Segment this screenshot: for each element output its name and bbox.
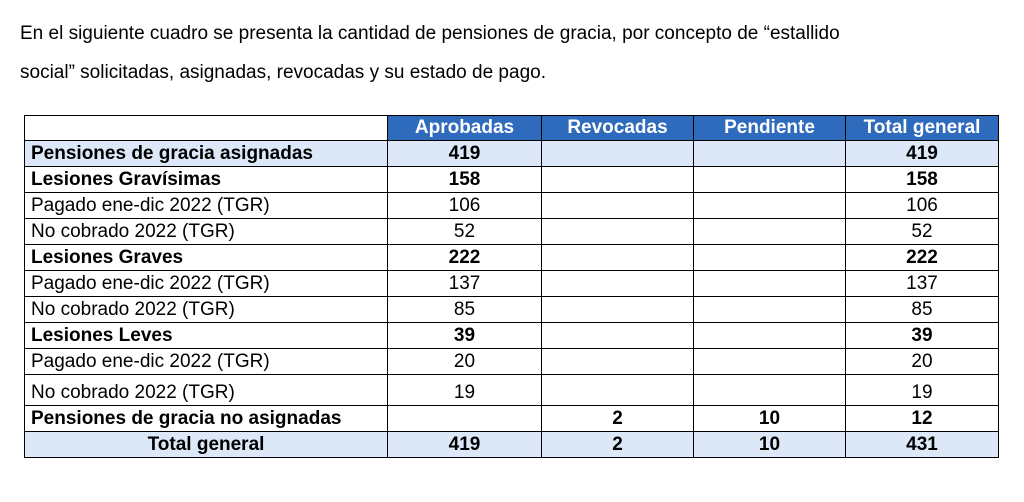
cell-revocadas: [542, 297, 694, 323]
row-label: Pagado ene-dic 2022 (TGR): [25, 193, 388, 219]
cell-aprobadas: 419: [388, 432, 542, 458]
cell-aprobadas: 158: [388, 167, 542, 193]
row-label: No cobrado 2022 (TGR): [25, 297, 388, 323]
row-label: No cobrado 2022 (TGR): [25, 375, 388, 406]
header-revocadas: Revocadas: [542, 116, 694, 141]
cell-aprobadas: 52: [388, 219, 542, 245]
cell-total: 19: [846, 375, 999, 406]
cell-total: 12: [846, 406, 999, 432]
table-row: [25, 323, 999, 349]
cell-revocadas: [542, 193, 694, 219]
cell-pendiente: [694, 323, 846, 349]
header-aprobadas: Aprobadas: [388, 116, 542, 141]
cell-revocadas: [542, 167, 694, 193]
cell-revocadas: [542, 375, 694, 406]
intro-line-2: social” solicitadas, asignadas, revocadas y su estado de pago.: [20, 62, 546, 83]
table-row: [25, 375, 999, 406]
cell-pendiente: [694, 167, 846, 193]
cell-pendiente: [694, 219, 846, 245]
cell-total: 52: [846, 219, 999, 245]
cell-aprobadas: 39: [388, 323, 542, 349]
cell-aprobadas: 20: [388, 349, 542, 375]
row-label: No cobrado 2022 (TGR): [25, 219, 388, 245]
cell-aprobadas: 106: [388, 193, 542, 219]
pensions-table: [24, 115, 999, 458]
table-row: [25, 141, 999, 167]
table-row: [25, 297, 999, 323]
cell-aprobadas: 19: [388, 375, 542, 406]
row-label: Pensiones de gracia no asignadas: [25, 406, 388, 432]
table-row: [25, 245, 999, 271]
cell-pendiente: 10: [694, 406, 846, 432]
table-row: [25, 193, 999, 219]
cell-aprobadas: 85: [388, 297, 542, 323]
cell-pendiente: [694, 141, 846, 167]
table-row: [25, 349, 999, 375]
cell-pendiente: [694, 375, 846, 406]
cell-pendiente: [694, 271, 846, 297]
cell-total: 158: [846, 167, 999, 193]
cell-pendiente: 10: [694, 432, 846, 458]
table-row: [25, 167, 999, 193]
header-corner: [25, 116, 388, 141]
row-label: Pensiones de gracia asignadas: [25, 141, 388, 167]
row-label: Total general: [25, 432, 388, 458]
cell-revocadas: [542, 349, 694, 375]
row-label: Pagado ene-dic 2022 (TGR): [25, 349, 388, 375]
cell-total: 39: [846, 323, 999, 349]
cell-total: 137: [846, 271, 999, 297]
cell-revocadas: [542, 141, 694, 167]
cell-total: 419: [846, 141, 999, 167]
row-label: Lesiones Gravísimas: [25, 167, 388, 193]
cell-revocadas: [542, 219, 694, 245]
cell-pendiente: [694, 245, 846, 271]
cell-aprobadas: 222: [388, 245, 542, 271]
cell-revocadas: [542, 245, 694, 271]
header-total-general: Total general: [846, 116, 999, 141]
table-row: [25, 219, 999, 245]
cell-revocadas: 2: [542, 432, 694, 458]
cell-total: 431: [846, 432, 999, 458]
table-row: [25, 406, 999, 432]
cell-pendiente: [694, 193, 846, 219]
cell-total: 85: [846, 297, 999, 323]
intro-line-1: En el siguiente cuadro se presenta la cantidad de pensiones de gracia, por concepto de “estallido: [20, 23, 840, 44]
cell-total: 106: [846, 193, 999, 219]
cell-aprobadas: 419: [388, 141, 542, 167]
cell-aprobadas: [388, 406, 542, 432]
row-label: Lesiones Graves: [25, 245, 388, 271]
table-header-row: [25, 116, 999, 141]
cell-total: 20: [846, 349, 999, 375]
cell-revocadas: 2: [542, 406, 694, 432]
row-label: Lesiones Leves: [25, 323, 388, 349]
cell-total: 222: [846, 245, 999, 271]
total-row: [25, 432, 999, 458]
row-label: Pagado ene-dic 2022 (TGR): [25, 271, 388, 297]
cell-pendiente: [694, 349, 846, 375]
header-pendiente: Pendiente: [694, 116, 846, 141]
cell-revocadas: [542, 271, 694, 297]
cell-revocadas: [542, 323, 694, 349]
intro-paragraph: [20, 14, 1000, 92]
cell-pendiente: [694, 297, 846, 323]
cell-aprobadas: 137: [388, 271, 542, 297]
table-row: [25, 271, 999, 297]
